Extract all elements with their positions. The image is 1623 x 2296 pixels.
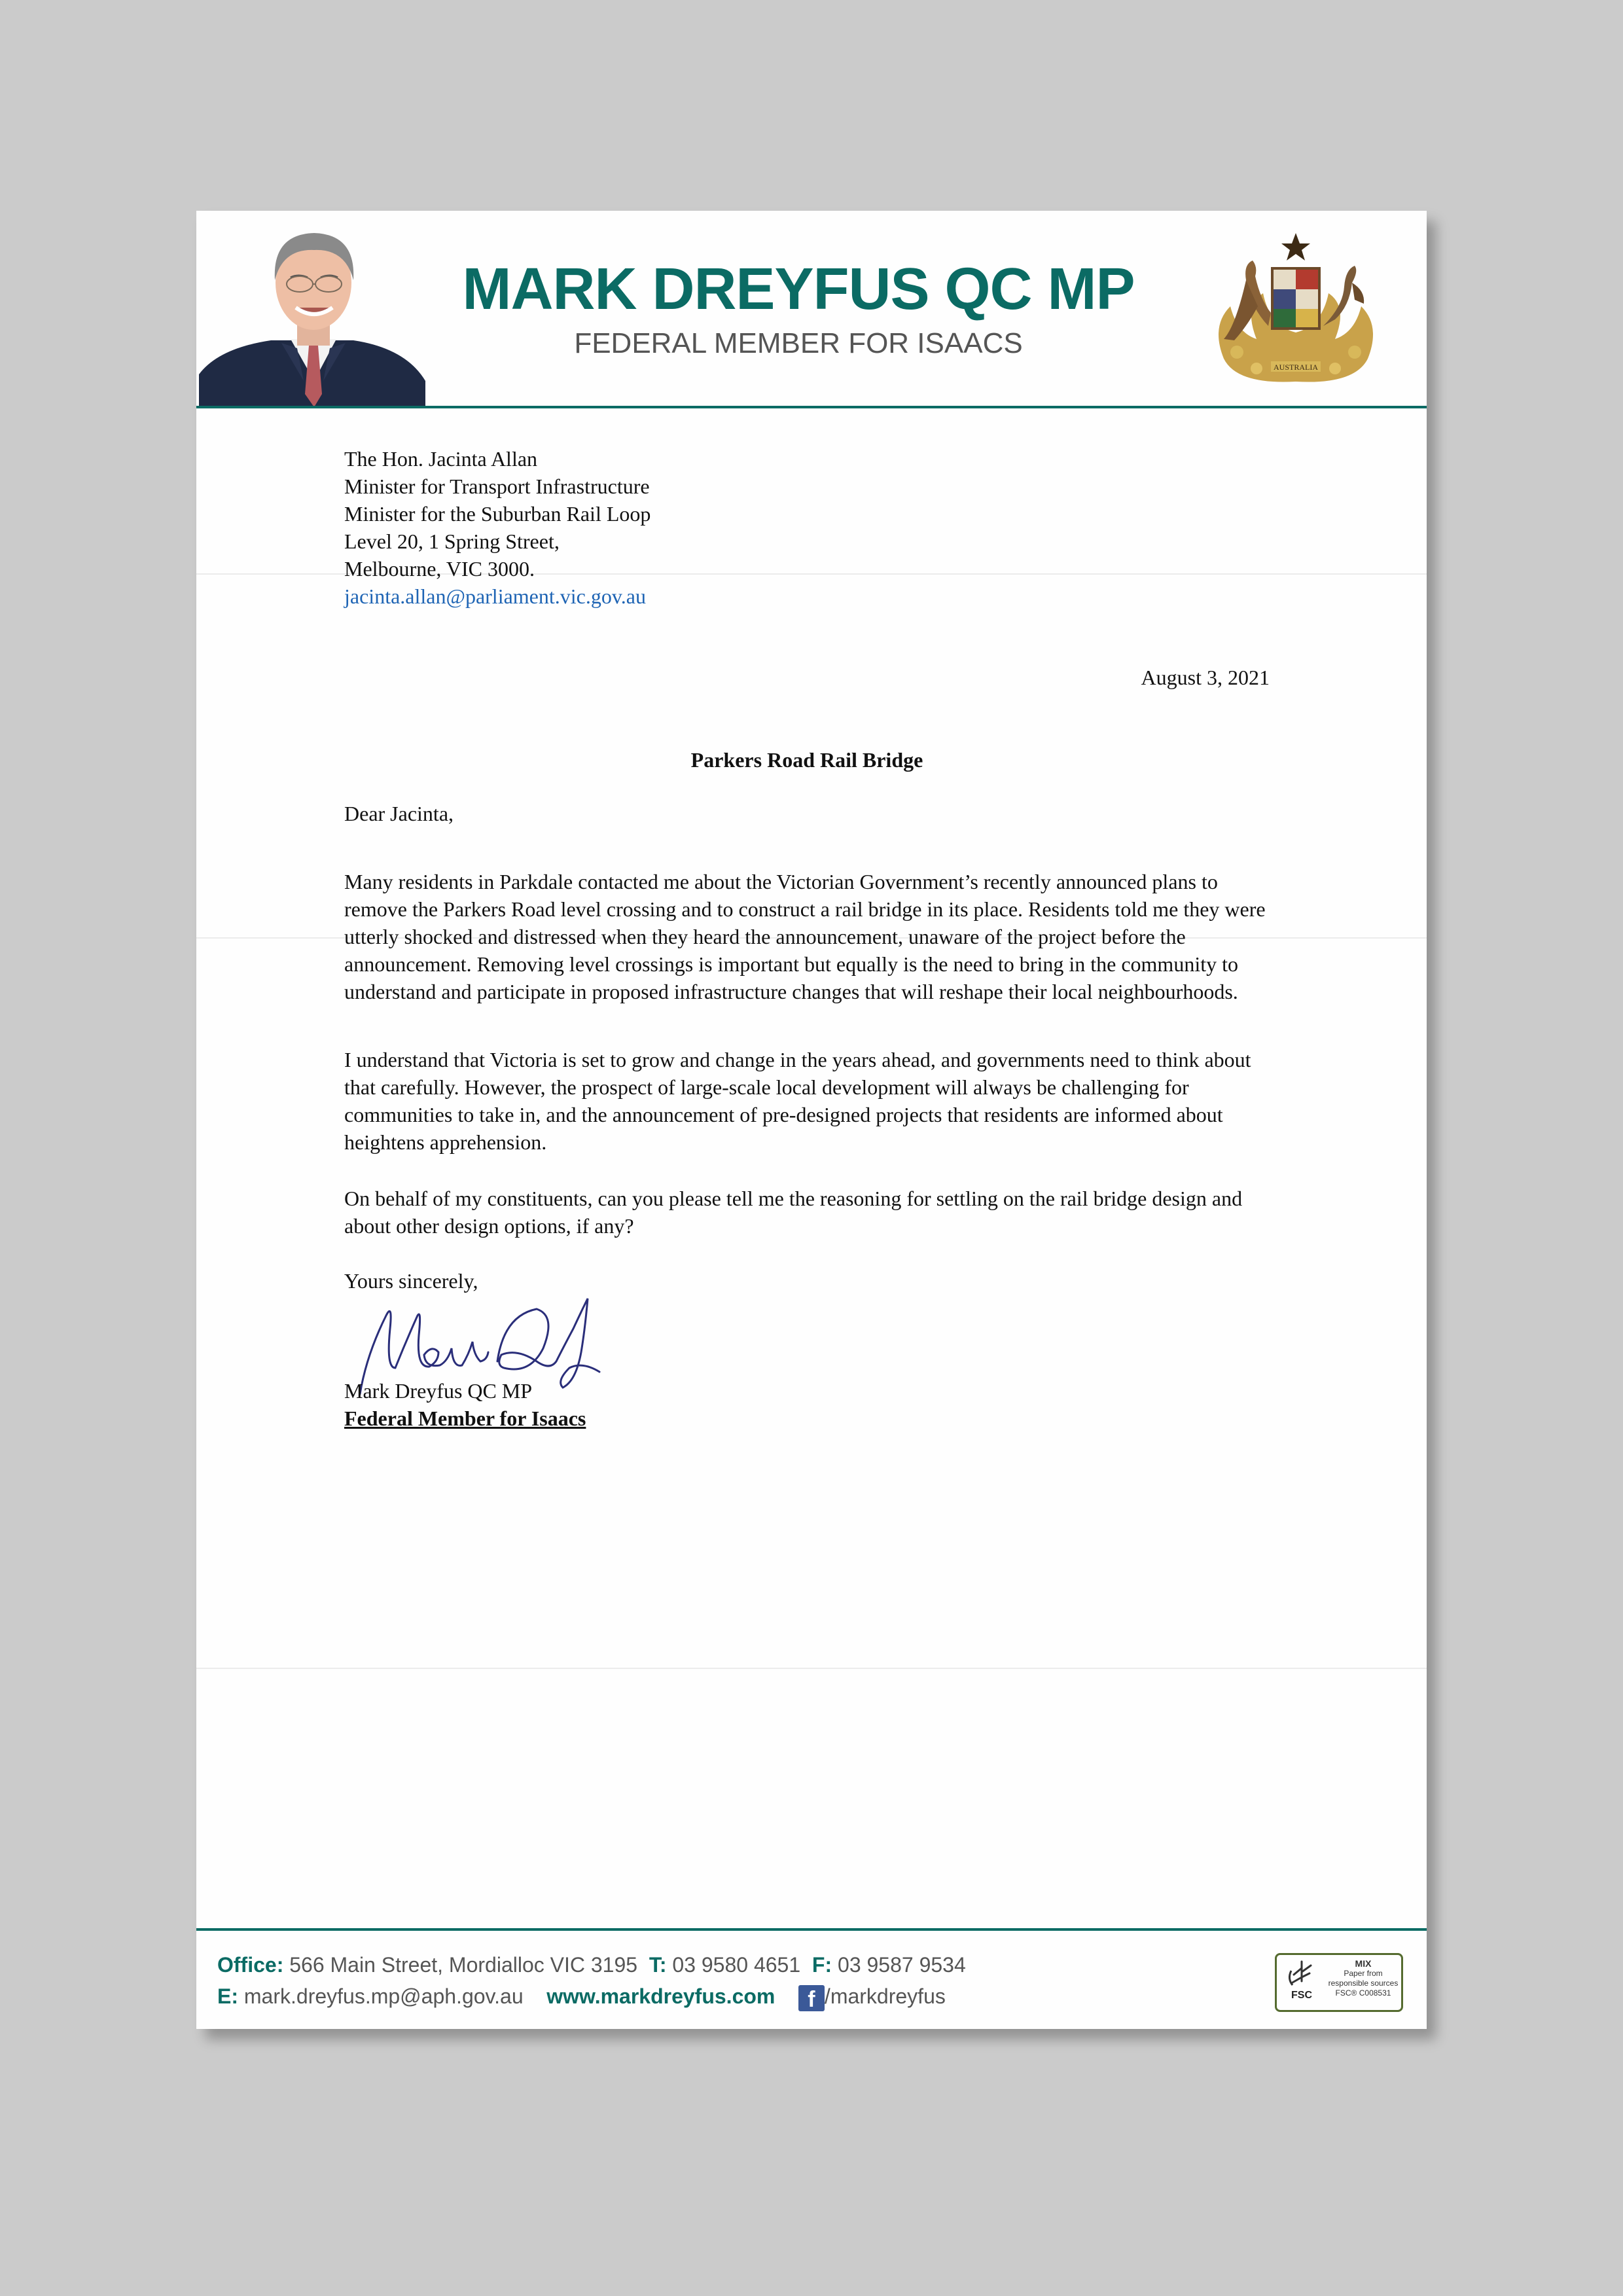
body-paragraph: Many residents in Parkdale contacted me about the Victorian Government’s recently announced plans to remove the Parkers Road level crossing and to construct a rail bridge in its place. Residents told me they were utterly shocked and distressed when they heard the announcement, unaware of the project before the announcement. Removing level crossings is important but equally is the need to bring in the community to understand and participate in proposed infrastructure changes that will reshape their local neighbourhoods.	[344, 870, 1266, 1003]
letterhead-name: MARK DREYFUS QC MP	[462, 257, 1135, 322]
body-paragraph: On behalf of my constituents, can you please tell me the reasoning for settling on the rail bridge design and about other design options, if any?	[344, 1187, 1243, 1238]
letter-date: August 3, 2021	[1141, 666, 1270, 689]
mp-portrait-photo	[199, 217, 425, 407]
phone-label: T:	[649, 1953, 667, 1977]
footer-contact-line-2	[217, 1983, 946, 2011]
letterhead-subtitle: FEDERAL MEMBER FOR ISAACS	[574, 327, 1023, 359]
fsc-logo-text: FSC	[1291, 1990, 1312, 2001]
facebook-icon: f	[798, 1985, 825, 2011]
fsc-text	[1325, 1959, 1401, 1998]
recipient-line: Minister for Transport Infrastructure	[344, 475, 650, 498]
phone-number: 03 9580 4651	[672, 1953, 801, 1977]
crest-label: AUSTRALIA	[1274, 363, 1318, 372]
fax-number: 03 9587 9534	[838, 1953, 966, 1977]
fsc-code: FSC® C008531	[1335, 1988, 1391, 1998]
fax-label: F:	[812, 1953, 832, 1977]
page-fold-line	[196, 1668, 1427, 1669]
office-label: Office:	[217, 1953, 284, 1977]
fsc-mix: MIX	[1355, 1958, 1372, 1969]
closing: Yours sincerely,	[344, 1269, 478, 1293]
footer-divider	[196, 1928, 1427, 1931]
fsc-tree-icon	[1282, 1959, 1321, 2007]
fsc-certification-badge	[1275, 1953, 1403, 2012]
header-divider	[196, 406, 1427, 408]
letter-subject: Parkers Road Rail Bridge	[690, 748, 923, 772]
fsc-line: responsible sources	[1328, 1979, 1399, 1988]
facebook-link[interactable]: /markdreyfus	[824, 1984, 946, 2008]
website-link[interactable]: www.markdreyfus.com	[546, 1984, 776, 2008]
signer-role: Federal Member for Isaacs	[344, 1407, 586, 1430]
recipient-line: Melbourne, VIC 3000.	[344, 557, 535, 581]
australian-coat-of-arms-icon	[1198, 228, 1394, 391]
email-label: E:	[217, 1984, 238, 2008]
body-paragraph: I understand that Victoria is set to grow and change in the years ahead, and governments need to think about that carefully. However, the prospect of large-scale local development will always be challenging for communities to take in, and the announcement of pre-designed projects that residents are informed about heightens apprehension.	[344, 1048, 1251, 1154]
recipient-email-link[interactable]: jacinta.allan@parliament.vic.gov.au	[344, 584, 646, 608]
fsc-line: Paper from	[1344, 1969, 1383, 1978]
footer-contact-line-1	[217, 1952, 966, 1978]
letter-page	[196, 211, 1427, 2029]
recipient-line: The Hon. Jacinta Allan	[344, 447, 538, 471]
signer-name: Mark Dreyfus QC MP	[344, 1379, 533, 1403]
recipient-line: Level 20, 1 Spring Street,	[344, 529, 560, 553]
footer-email-link[interactable]: mark.dreyfus.mp@aph.gov.au	[243, 1984, 524, 2008]
salutation: Dear Jacinta,	[344, 802, 454, 825]
recipient-address	[344, 445, 651, 610]
office-address: 566 Main Street, Mordialloc VIC 3195	[289, 1953, 638, 1977]
recipient-line: Minister for the Suburban Rail Loop	[344, 502, 651, 526]
